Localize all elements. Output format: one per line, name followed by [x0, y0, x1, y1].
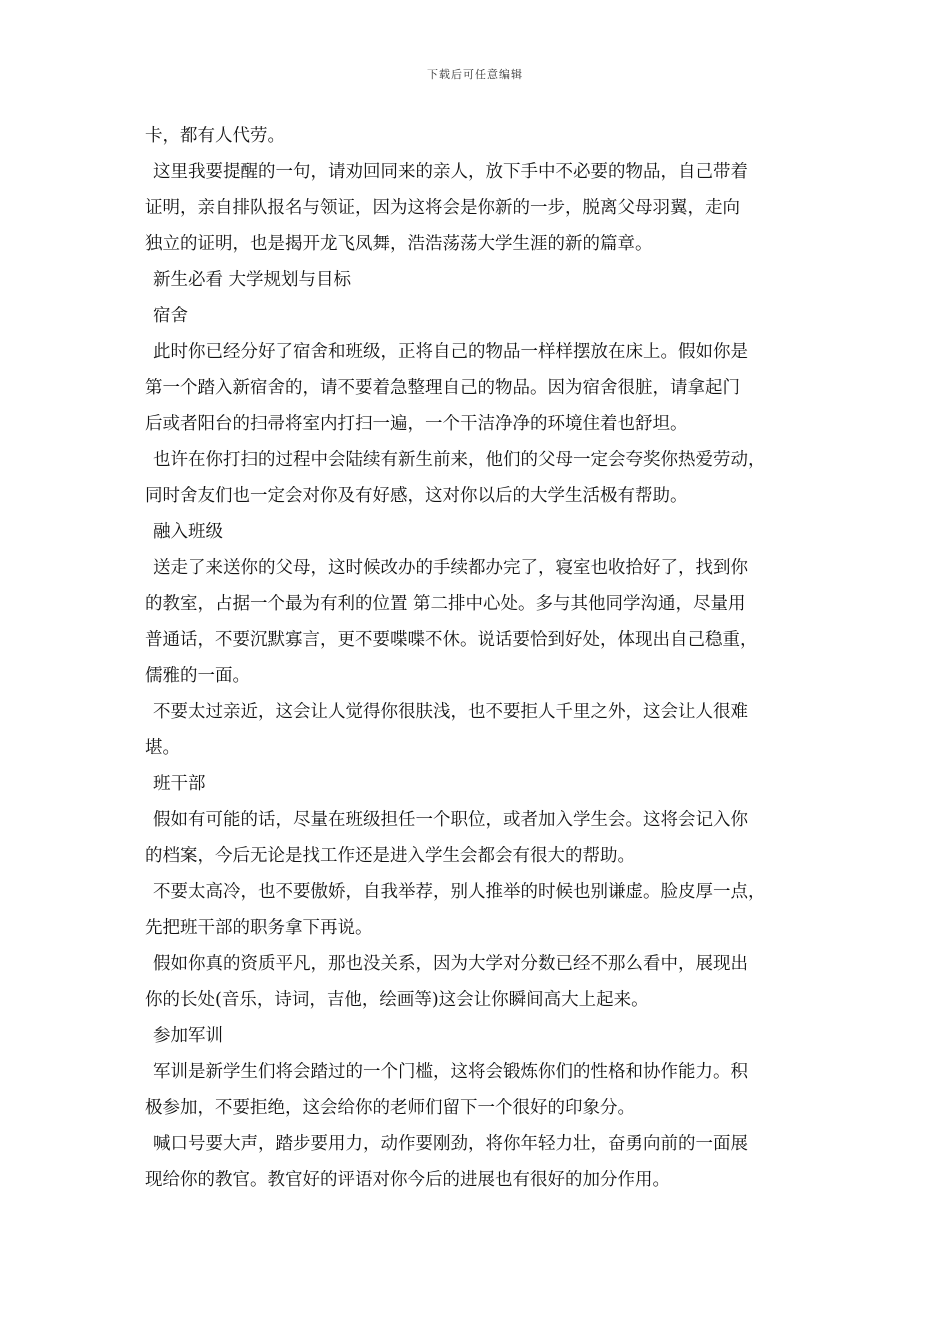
text-line: 极参加，不要拒绝，这会给你的老师们留下一个很好的印象分。 [145, 1098, 635, 1118]
text-line: 先把班干部的职务拿下再说。 [145, 918, 373, 938]
document-body [145, 118, 815, 1198]
text-line: 也许在你打扫的过程中会陆续有新生前来，他们的父母一定会夸奖你热爱劳动， [153, 450, 766, 470]
text-line: 送走了来送你的父母，这时候改办的手续都办完了，寝室也收拾好了，找到你 [153, 558, 748, 578]
text-line: 堪。 [145, 738, 180, 758]
text-line: 同时舍友们也一定会对你及有好感，这对你以后的大学生活极有帮助。 [145, 486, 688, 506]
text-line: 的档案，今后无论是找工作还是进入学生会都会有很大的帮助。 [145, 846, 635, 866]
text-line: 儒雅的一面。 [145, 666, 250, 686]
text-line: 普通话，不要沉默寡言，更不要喋喋不休。说话要恰到好处，体现出自己稳重， [145, 630, 758, 650]
text-line: 军训是新学生们将会踏过的一个门槛，这将会锻炼你们的性格和协作能力。积 [153, 1062, 748, 1082]
text-line: 宿舍 [153, 306, 188, 326]
text-line: 融入班级 [153, 522, 223, 542]
text-line: 假如你真的资质平凡，那也没关系，因为大学对分数已经不那么看中，展现出 [153, 954, 748, 974]
text-line: 不要太高冷，也不要傲娇，自我举荐，别人推举的时候也别谦虚。脸皮厚一点， [153, 882, 766, 902]
text-line: 喊口号要大声，踏步要用力，动作要刚劲，将你年轻力壮，奋勇向前的一面展 [153, 1134, 748, 1154]
text-line: 这里我要提醒的一句，请劝回同来的亲人，放下手中不必要的物品，自己带着 [153, 162, 748, 182]
text-line: 现给你的教官。教官好的评语对你今后的进展也有很好的加分作用。 [145, 1170, 670, 1190]
text-line: 独立的证明，也是揭开龙飞凤舞，浩浩荡荡大学生涯的新的篇章。 [145, 234, 653, 254]
page-header: 下载后可任意编辑 [427, 68, 523, 81]
text-line: 此时你已经分好了宿舍和班级，正将自己的物品一样样摆放在床上。假如你是 [153, 342, 748, 362]
text-line: 你的长处(音乐，诗词，吉他，绘画等)这会让你瞬间高大上起来。 [145, 990, 649, 1010]
text-line: 后或者阳台的扫帚将室内打扫一遍，一个干洁净净的环境住着也舒坦。 [145, 414, 688, 434]
text-line: 不要太过亲近，这会让人觉得你很肤浅，也不要拒人千里之外，这会让人很难 [153, 702, 748, 722]
text-line: 班干部 [153, 774, 206, 794]
text-line: 证明，亲自排队报名与领证，因为这将会是你新的一步，脱离父母羽翼，走向 [145, 198, 740, 218]
text-line: 的教室，占据一个最为有利的位置 第二排中心处。多与其他同学沟通，尽量用 [145, 594, 746, 614]
text-line: 新生必看 大学规划与目标 [153, 270, 352, 290]
text-line: 参加军训 [153, 1026, 223, 1046]
text-line: 假如有可能的话，尽量在班级担任一个职位，或者加入学生会。这将会记入你 [153, 810, 748, 830]
text-line: 第一个踏入新宿舍的，请不要着急整理自己的物品。因为宿舍很脏，请拿起门 [145, 378, 740, 398]
text-line: 卡，都有人代劳。 [145, 126, 285, 146]
